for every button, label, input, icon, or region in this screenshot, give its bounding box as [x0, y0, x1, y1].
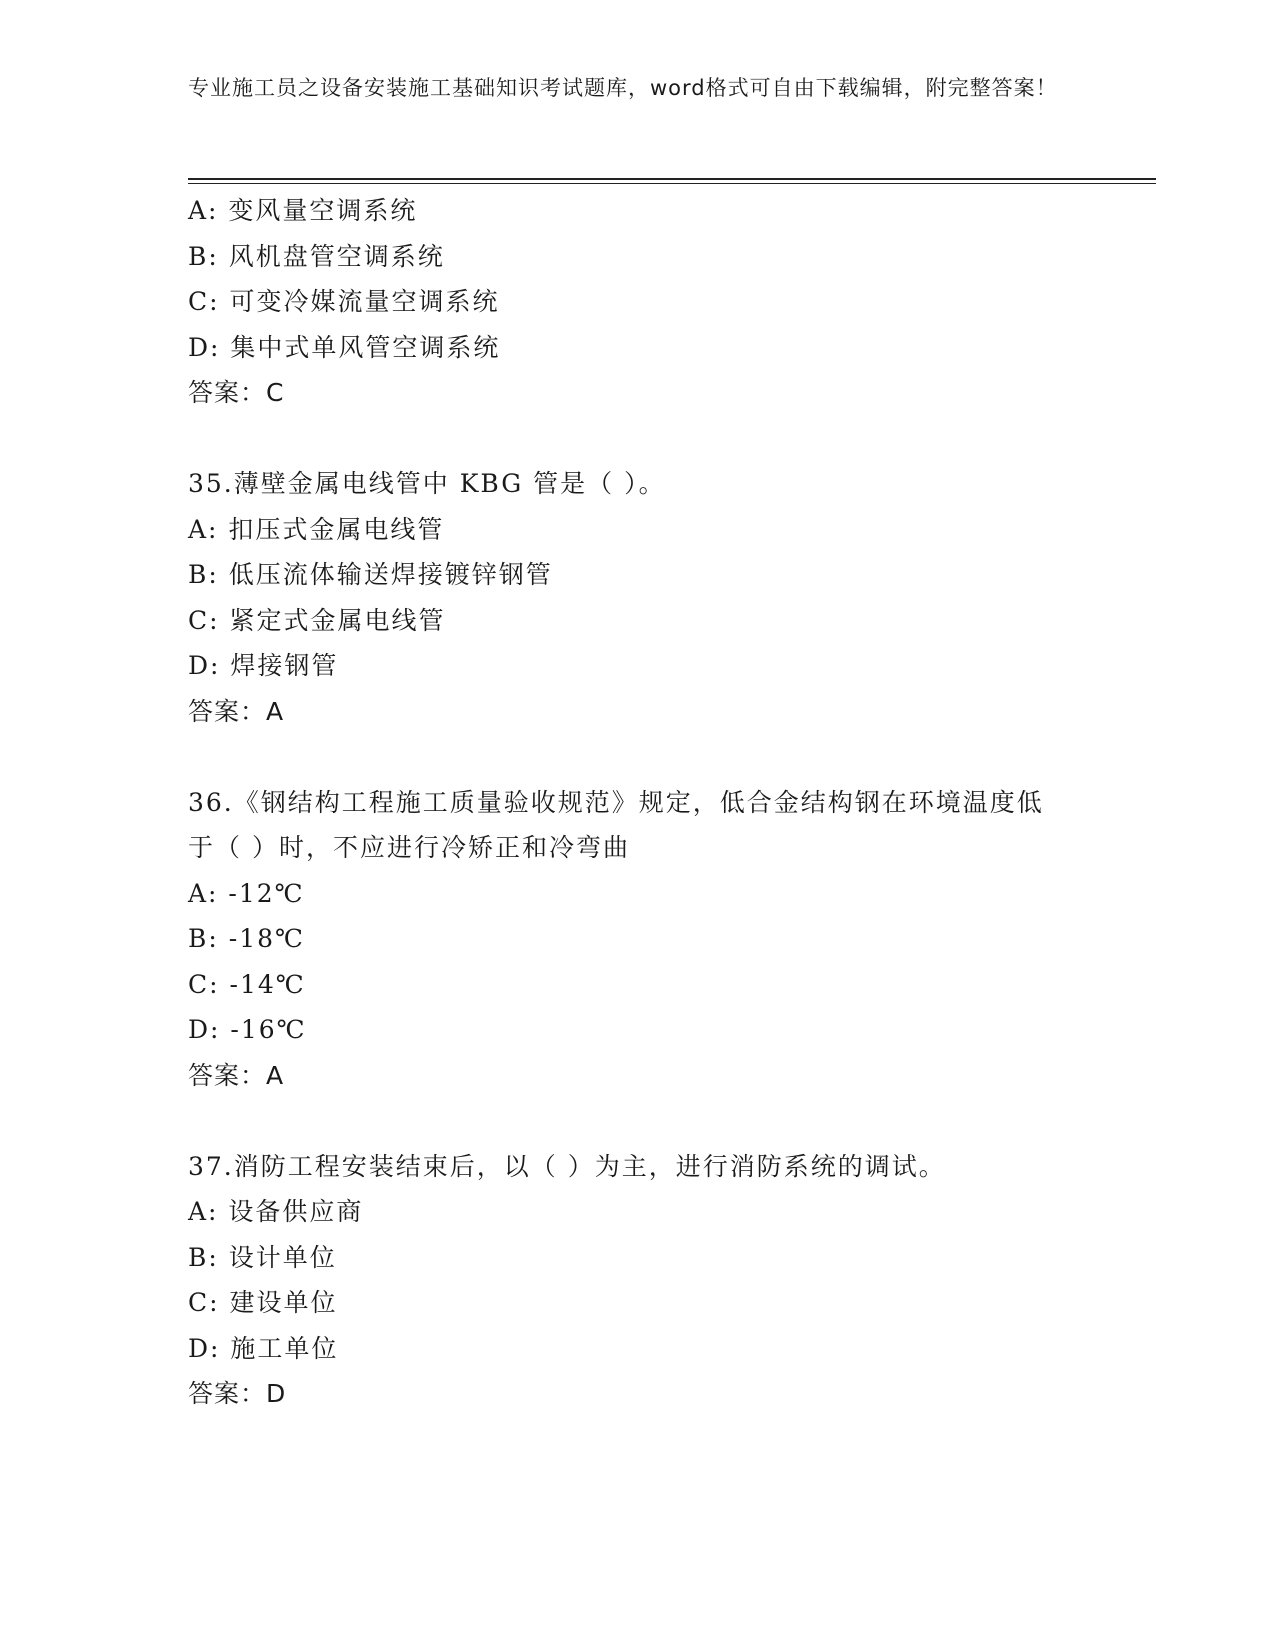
answer-line: 答案：A [188, 696, 285, 726]
question-stem: 35.薄壁金属电线管中 KBG 管是（ ）。 [188, 469, 666, 498]
question-block-36 [188, 780, 1108, 1099]
option-a: A: -12℃ [188, 878, 305, 908]
header-divider-thick [188, 178, 1156, 180]
header-divider-thin [188, 183, 1156, 184]
question-stem: 36.《钢结构工程施工质量验收规范》规定，低合金结构钢在环境温度低于（ ）时，不应进行冷矫正和冷弯曲 [188, 787, 1044, 862]
option-d: D: 焊接钢管 [188, 651, 339, 680]
option-b: B: 风机盘管空调系统 [188, 241, 445, 271]
block-spacer [188, 1098, 1108, 1144]
question-block-37 [188, 1144, 1108, 1417]
question-block-34 [188, 188, 1108, 416]
option-a: A: 设备供应商 [188, 1197, 364, 1226]
option-b: B: 设计单位 [188, 1242, 337, 1272]
answer-line: 答案：C [188, 378, 285, 407]
option-c: C: 紧定式金属电线管 [188, 605, 446, 635]
option-a: A: 变风量空调系统 [188, 196, 418, 225]
option-c: C: -14℃ [188, 969, 306, 999]
question-block-35 [188, 461, 1108, 734]
option-b: B: 低压流体输送焊接镀锌钢管 [188, 560, 553, 589]
question-stem: 37.消防工程安装结束后，以（ ）为主，进行消防系统的调试。 [188, 1151, 946, 1181]
option-d: D: -16℃ [188, 1015, 307, 1044]
option-b: B: -18℃ [188, 924, 305, 953]
block-spacer [188, 416, 1108, 462]
answer-line: 答案：D [188, 1379, 287, 1408]
question-list [188, 188, 1108, 1417]
answer-line: 答案：A [188, 1060, 285, 1090]
option-d: D: 施工单位 [188, 1333, 339, 1363]
option-c: C: 可变冷媒流量空调系统 [188, 287, 500, 316]
option-a: A: 扣压式金属电线管 [188, 514, 445, 544]
option-d: D: 集中式单风管空调系统 [188, 332, 501, 362]
document-header: 专业施工员之设备安装施工基础知识考试题库，word格式可自由下载编辑，附完整答案！ [188, 76, 1058, 100]
option-c: C: 建设单位 [188, 1288, 338, 1317]
block-spacer [188, 734, 1108, 780]
